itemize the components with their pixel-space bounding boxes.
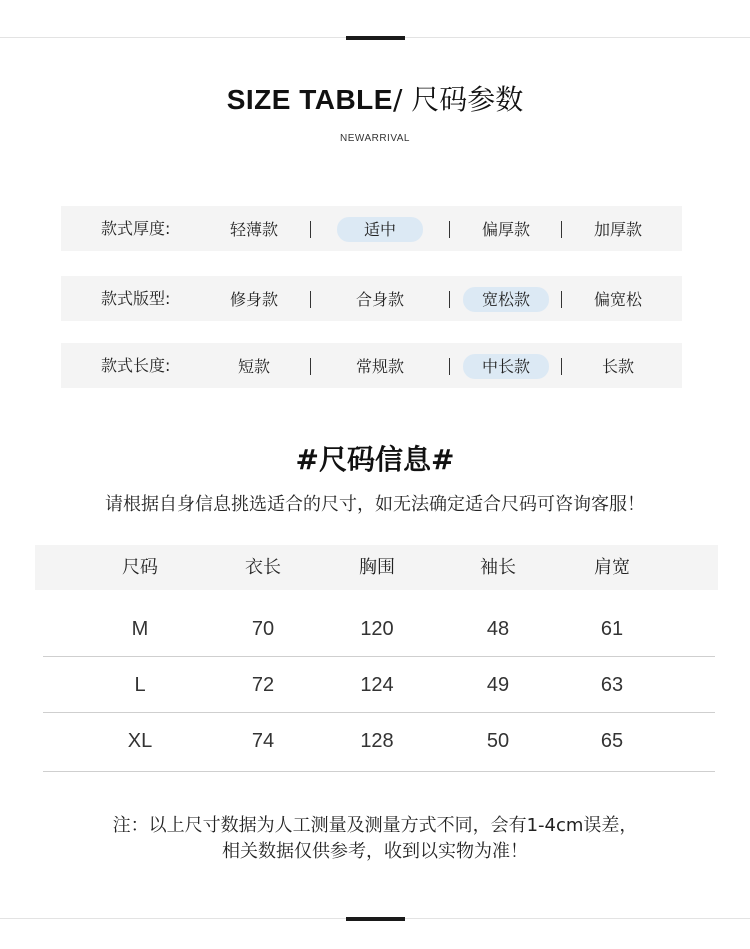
top-accent-bar: [346, 36, 405, 40]
cell-length: 70: [251, 618, 275, 640]
header-sleeve: 袖长: [480, 557, 516, 578]
separator: [310, 358, 311, 375]
style-row-label: 款式厚度:: [101, 219, 171, 238]
option-slim[interactable]: 修身款: [229, 290, 278, 309]
title-chinese: / 尺码参数: [392, 83, 524, 116]
option-loose-selected[interactable]: 宽松款: [463, 287, 549, 312]
table-row: [0, 713, 750, 769]
option-short[interactable]: 短款: [237, 357, 270, 376]
subtitle: NEWARRIVAL: [339, 133, 410, 144]
row-divider: [43, 771, 715, 772]
cell-sleeve: 49: [486, 674, 510, 696]
separator: [449, 221, 450, 238]
option-medium-selected[interactable]: 适中: [337, 217, 423, 242]
separator: [561, 221, 562, 238]
cell-size: L: [134, 674, 146, 696]
style-row-label: 款式长度:: [101, 356, 171, 375]
style-row-label: 款式版型:: [101, 289, 171, 308]
cell-shoulder: 65: [600, 730, 624, 752]
option-regular-length[interactable]: 常规款: [355, 357, 404, 376]
table-row: [0, 657, 750, 713]
size-table-header: [35, 545, 718, 590]
separator: [310, 221, 311, 238]
option-relaxed[interactable]: 偏宽松: [593, 290, 642, 309]
note-line-2: 相关数据仅供参考，收到以实物为准！: [222, 841, 528, 862]
cell-size: XL: [127, 730, 153, 752]
table-row: [0, 601, 750, 657]
cell-shoulder: 61: [600, 618, 624, 640]
header-shoulder: 肩宽: [594, 557, 630, 578]
header-length: 衣长: [245, 557, 281, 578]
bottom-accent-bar: [346, 917, 405, 921]
style-row-thickness: [61, 206, 682, 251]
option-long[interactable]: 长款: [601, 357, 634, 376]
option-thick[interactable]: 偏厚款: [481, 220, 530, 239]
cell-size: M: [131, 618, 149, 640]
separator: [449, 291, 450, 308]
header-size: 尺码: [122, 557, 158, 578]
cell-sleeve: 50: [486, 730, 510, 752]
option-mid-length-selected[interactable]: 中长款: [463, 354, 549, 379]
header-chest: 胸围: [359, 557, 395, 578]
cell-sleeve: 48: [486, 618, 510, 640]
cell-chest: 120: [360, 618, 394, 640]
note-line-1: 注：以上尺寸数据为人工测量及测量方式不同，会有1-4cm误差，: [112, 815, 638, 836]
option-regular-fit[interactable]: 合身款: [355, 290, 404, 309]
cell-chest: 128: [360, 730, 394, 752]
page-title: [0, 78, 750, 118]
option-light[interactable]: 轻薄款: [229, 220, 278, 239]
cell-length: 72: [251, 674, 275, 696]
separator: [561, 291, 562, 308]
size-info-description: 请根据自身信息挑选适合的尺寸，如无法确定适合尺码可咨询客服！: [105, 494, 645, 515]
style-row-length: [61, 343, 682, 388]
style-row-fit: [61, 276, 682, 321]
title-english: SIZE TABLE: [226, 84, 393, 115]
cell-length: 74: [251, 730, 275, 752]
separator: [449, 358, 450, 375]
cell-shoulder: 63: [600, 674, 624, 696]
cell-chest: 124: [360, 674, 394, 696]
size-info-heading: #尺码信息#: [295, 443, 455, 476]
option-extra-thick[interactable]: 加厚款: [593, 220, 642, 239]
separator: [310, 291, 311, 308]
separator: [561, 358, 562, 375]
